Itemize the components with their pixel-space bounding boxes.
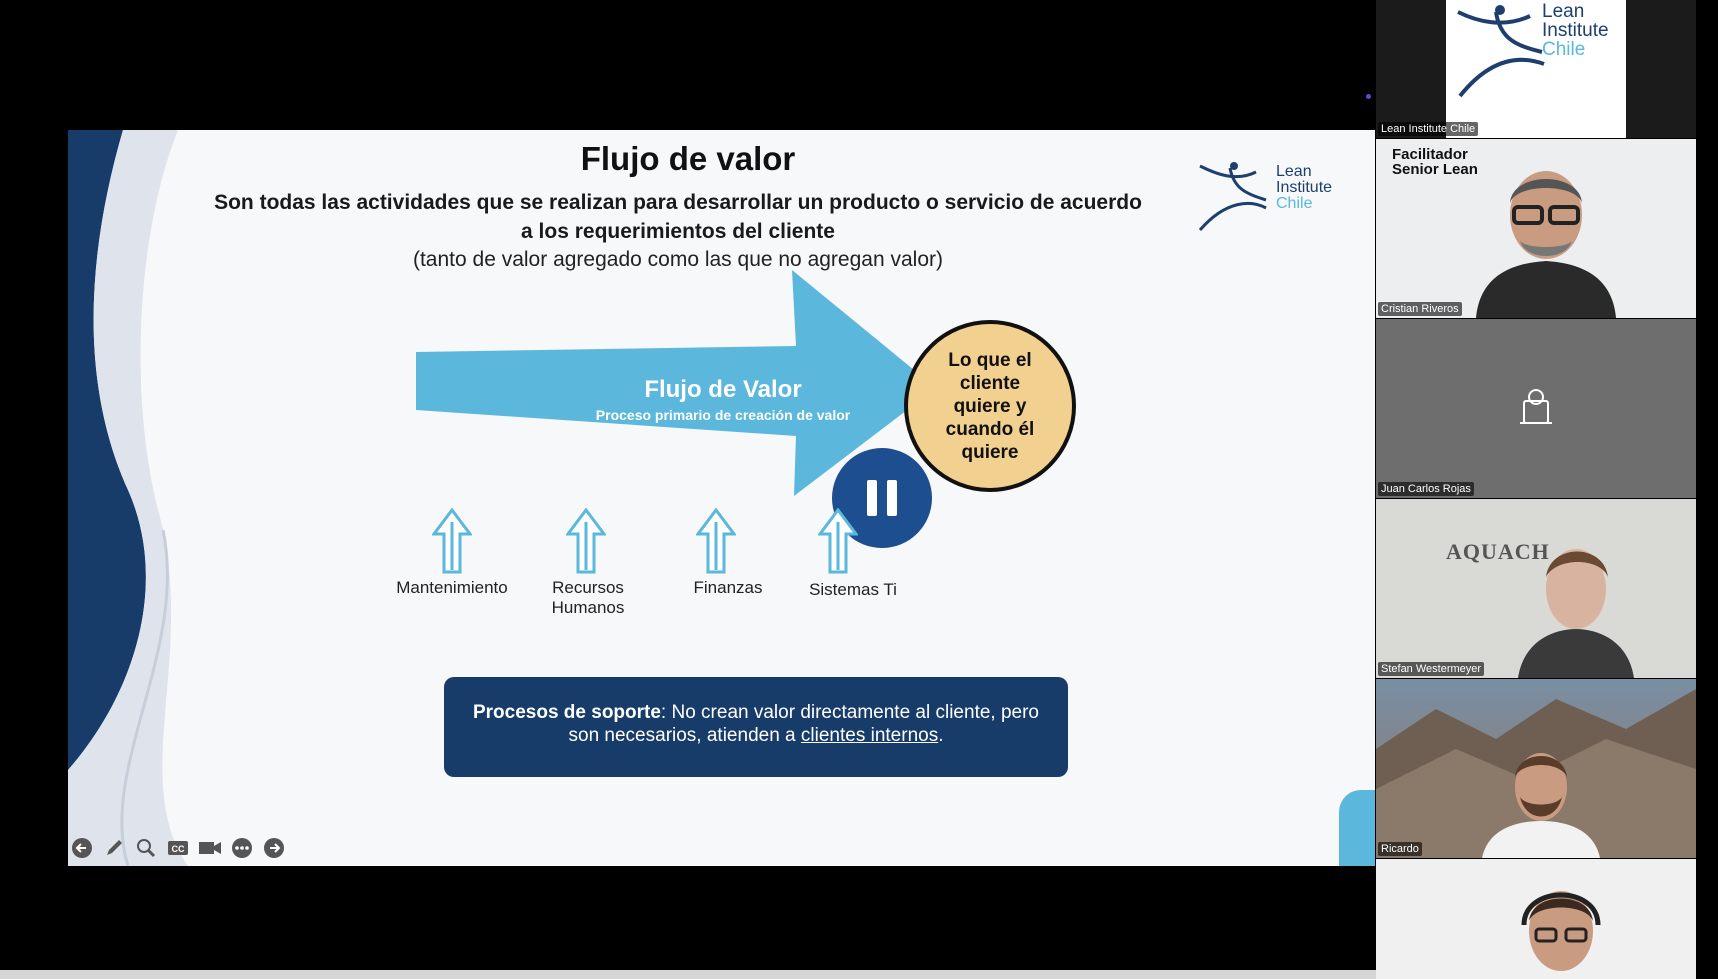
corner-decoration	[1339, 790, 1375, 866]
person-video	[1456, 153, 1636, 318]
support-label: Sistemas Ti	[809, 580, 897, 599]
slide-toolbar	[70, 836, 286, 860]
more-icon[interactable]	[230, 836, 254, 860]
participant-tile-ricardo[interactable]	[1376, 679, 1696, 858]
support-box-link: clientes internos	[800, 725, 939, 746]
pen-icon[interactable]	[102, 836, 126, 860]
camera-off-icon	[1518, 387, 1554, 427]
customer-circle	[904, 320, 1076, 492]
arrow-subtitle: Proceso primario de creación de valor	[595, 407, 851, 423]
up-arrow-icon	[696, 508, 736, 574]
slide-logo-text: Lean Institute Chile	[1276, 163, 1333, 212]
participant-tile-lean-institute[interactable]	[1376, 0, 1696, 138]
person-video	[1476, 739, 1606, 858]
back-icon[interactable]	[70, 836, 94, 860]
forward-icon[interactable]	[262, 836, 286, 860]
participant-name: Ricardo	[1378, 842, 1422, 856]
support-label: Recursos Humanos	[551, 578, 625, 617]
presentation-slide	[68, 130, 1375, 866]
participant-tile-stefan[interactable]	[1376, 499, 1696, 678]
up-arrow-icon	[432, 508, 472, 574]
support-label: Mantenimiento	[396, 578, 508, 597]
lean-logo-icon	[1452, 2, 1552, 98]
support-box-text: : No crean valor directamente al cliente, pero son necesarios, atienden a	[568, 702, 1040, 746]
arrow-title: Flujo de Valor	[644, 376, 802, 403]
participant-name: Cristian Riveros	[1378, 302, 1462, 316]
support-box-bold: Procesos de soporte	[472, 702, 661, 723]
support-process-box: Procesos de soporte: No crean valor directamente al cliente, pero son necesarios, atienden a clientes internos.	[444, 677, 1068, 777]
participant-name: Lean Institute Chile	[1378, 122, 1478, 136]
wall-text: AQUACH	[1446, 539, 1550, 564]
tile-logo-text: Lean Institute Chile	[1542, 1, 1609, 60]
pause-icon	[867, 480, 877, 516]
participant-name: Juan Carlos Rojas	[1378, 482, 1474, 496]
indicator-dot	[1366, 94, 1371, 99]
up-arrow-icon	[818, 508, 858, 574]
participant-tile-unnamed[interactable]	[1376, 859, 1696, 979]
participant-tile-cristian[interactable]	[1376, 139, 1696, 318]
lean-logo-icon	[1196, 160, 1276, 240]
slide-title: Flujo de valor	[580, 140, 796, 177]
slide-note: (tanto de valor agregado como las que no agregan valor)	[412, 248, 943, 271]
participant-name: Stefan Westermeyer	[1378, 662, 1484, 676]
up-arrow-icon	[566, 508, 606, 574]
slide-subtitle: Son todas las actividades que se realizan para desarrollar un producto o servicio de acuerdo a los requerimientos del cliente	[214, 191, 1142, 243]
person-video	[1506, 875, 1616, 979]
support-label: Finanzas	[693, 578, 763, 597]
person-video	[1516, 529, 1636, 678]
cc-icon[interactable]	[166, 836, 190, 860]
tile-overlay-text: Facilitador Senior Lean	[1392, 146, 1478, 178]
search-icon[interactable]	[134, 836, 158, 860]
camera-icon[interactable]	[198, 836, 222, 860]
video-feed	[1446, 0, 1626, 138]
participant-tile-juan-carlos[interactable]	[1376, 319, 1696, 498]
customer-circle-text: Lo que el cliente quiere y cuando él quiere	[945, 349, 1035, 463]
svg-text:CC: CC	[171, 844, 185, 854]
bottom-scrollbar[interactable]	[0, 970, 1376, 979]
